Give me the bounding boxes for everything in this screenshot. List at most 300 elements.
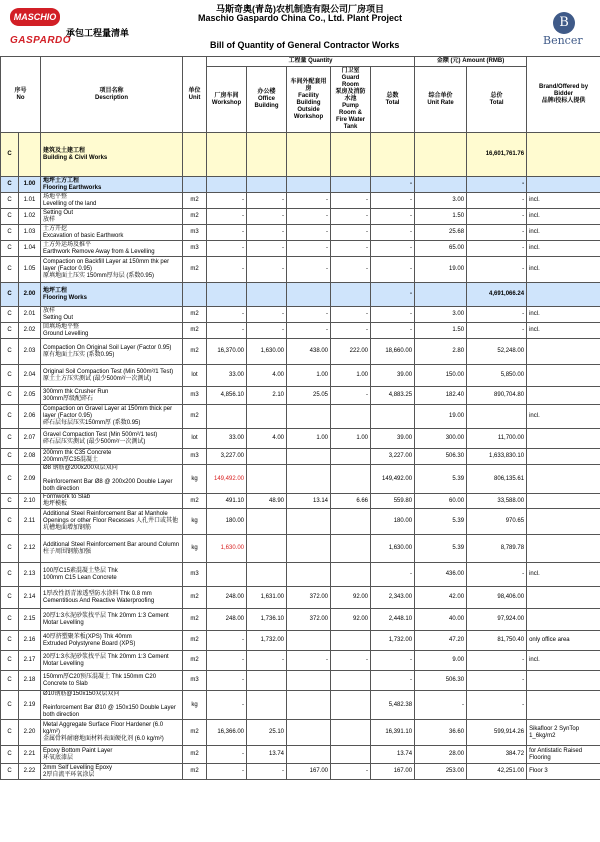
cell-unit-rate: 150.00 (415, 365, 467, 387)
cell-office-qty (247, 535, 287, 563)
cell-section: C (1, 631, 19, 651)
cell-pump-qty: 222.00 (331, 339, 371, 365)
cell-office-qty: - (247, 651, 287, 671)
cell-office-qty (247, 509, 287, 535)
cell-facility-qty (287, 405, 331, 429)
cell-office-qty: - (247, 193, 287, 209)
cell-description: Epoxy Bottom Paint Layer 环氧底漆层 (41, 746, 183, 764)
cell-office-qty: 48.90 (247, 494, 287, 509)
cell-facility-qty (287, 509, 331, 535)
cell-pump-qty (331, 133, 371, 177)
cell-office-qty (247, 449, 287, 465)
cell-workshop-qty: - (207, 307, 247, 323)
cell-facility-qty (287, 563, 331, 587)
cell-unit-rate: 40.00 (415, 609, 467, 631)
table-header (1, 57, 600, 133)
cell-pump-qty (331, 631, 371, 651)
cell-facility-qty: - (287, 323, 331, 339)
cell-brand: incl. (527, 225, 600, 241)
cell-workshop-qty: - (207, 691, 247, 720)
cell-brand: incl. (527, 209, 600, 225)
table-row (1, 535, 600, 563)
cell-total-qty: 39.00 (371, 429, 415, 449)
cell-unit-rate: 182.40 (415, 387, 467, 405)
cell-total-amount: 52,248.00 (467, 339, 527, 365)
cell-workshop-qty: - (207, 764, 247, 780)
table-row (1, 631, 600, 651)
cell-description: 土方开挖 Excavation of basic Earthwork (41, 225, 183, 241)
cell-description: Additional Steel Reinforcement Bar at Manhole Openings or other Floor Recesses 人孔井口或其他坑槽地面增加钢筋 (41, 509, 183, 535)
cell-unit: kg (183, 691, 207, 720)
cell-total-qty: 18,660.00 (371, 339, 415, 365)
cell-section: C (1, 609, 19, 631)
cell-workshop-qty: 248.00 (207, 609, 247, 631)
cell-description: 20厚1:3水泥砂浆找平层 Thk 20mm 1:3 Cement Motar Levelling (41, 651, 183, 671)
cell-description: Ø10钢筋@150x150双层双向 Reinforcement Bar Ø10 @ 150x150 Double Layer both direction (41, 691, 183, 720)
cell-total-amount: 8,789.78 (467, 535, 527, 563)
col-workshop-header: 厂房车间 Workshop (207, 67, 247, 133)
table-row (1, 209, 600, 225)
table-row (1, 563, 600, 587)
col-description-header: 项目名称 Description (41, 57, 183, 133)
cell-item-no: 2.00 (19, 283, 41, 307)
cell-brand (527, 691, 600, 720)
cell-section: C (1, 587, 19, 609)
cell-facility-qty: - (287, 225, 331, 241)
amount-group-header: 金额 (元) Amount (RMB) (415, 57, 527, 67)
cell-brand (527, 339, 600, 365)
document-header (0, 0, 600, 56)
cell-item-no: 2.12 (19, 535, 41, 563)
cell-office-qty (247, 177, 287, 193)
cell-unit: m2 (183, 405, 207, 429)
table-row (1, 339, 600, 365)
cell-item-no: 2.18 (19, 671, 41, 691)
cell-pump-qty: - (331, 651, 371, 671)
cell-unit: m3 (183, 225, 207, 241)
cell-office-qty (247, 405, 287, 429)
cell-facility-qty: 13.14 (287, 494, 331, 509)
table-row (1, 609, 600, 631)
cell-description: 2mm Self Levelling Epoxy 2厚自流平环氧涂层 (41, 764, 183, 780)
cell-pump-qty: - (331, 193, 371, 209)
cell-brand: Sikafloor 2 SynTop 1_6kg/m2 (527, 720, 600, 746)
cell-description: Formwork to Slab 地坪模板 (41, 494, 183, 509)
cell-unit: m2 (183, 587, 207, 609)
cell-brand (527, 387, 600, 405)
cell-description: 20厚1:3水泥砂浆找平层 Thk 20mm 1:3 Cement Motar Levelling (41, 609, 183, 631)
cell-workshop-qty: - (207, 323, 247, 339)
cell-office-qty: - (247, 257, 287, 283)
cell-item-no: 2.13 (19, 563, 41, 587)
cell-pump-qty: - (331, 225, 371, 241)
cell-unit: m3 (183, 387, 207, 405)
col-facility-header: 车间外配套用房 Facility Building Outside Workshop (287, 67, 331, 133)
cell-section: C (1, 563, 19, 587)
cell-workshop-qty: - (207, 631, 247, 651)
cell-total-qty: 180.00 (371, 509, 415, 535)
cell-facility-qty: 1.00 (287, 429, 331, 449)
cell-facility-qty (287, 465, 331, 494)
cell-workshop-qty: 3,227.00 (207, 449, 247, 465)
table-row (1, 365, 600, 387)
cell-facility-qty: - (287, 651, 331, 671)
cell-item-no: 1.00 (19, 177, 41, 193)
cell-total-amount: 806,135.61 (467, 465, 527, 494)
cell-description: Setting Out 放样 (41, 209, 183, 225)
cell-description: Gravel Compaction Test (Min 500m²/1 test) 碎石层压实测试 (最少500m²/一次测试) (41, 429, 183, 449)
cell-pump-qty (331, 405, 371, 429)
cell-brand (527, 609, 600, 631)
cell-total-amount: - (467, 691, 527, 720)
cell-total-amount: 1,633,830.10 (467, 449, 527, 465)
cell-workshop-qty: 33.00 (207, 365, 247, 387)
cell-total-amount: 98,406.00 (467, 587, 527, 609)
cell-pump-qty: 1.00 (331, 365, 371, 387)
cell-facility-qty: - (287, 307, 331, 323)
cell-total-qty: - (371, 323, 415, 339)
cell-facility-qty: 167.00 (287, 764, 331, 780)
cell-total-qty: 2,448.10 (371, 609, 415, 631)
cell-total-qty: 149,492.00 (371, 465, 415, 494)
cell-pump-qty: - (331, 323, 371, 339)
cell-unit: m2 (183, 193, 207, 209)
cell-unit-rate: 28.00 (415, 746, 467, 764)
cell-section: C (1, 339, 19, 365)
cell-total-amount: - (467, 651, 527, 671)
cell-section: C (1, 465, 19, 494)
section-row (1, 133, 600, 177)
cell-unit: m2 (183, 764, 207, 780)
cell-section: C (1, 671, 19, 691)
cell-total-amount: - (467, 307, 527, 323)
document-type-cn: 承包工程量清单 (66, 28, 130, 38)
cell-section: C (1, 429, 19, 449)
cell-item-no: 2.15 (19, 609, 41, 631)
cell-unit-rate (415, 133, 467, 177)
cell-total-qty: 167.00 (371, 764, 415, 780)
cell-total-qty (371, 405, 415, 429)
cell-facility-qty (287, 133, 331, 177)
cell-item-no: 2.05 (19, 387, 41, 405)
cell-unit: m2 (183, 323, 207, 339)
table-row (1, 225, 600, 241)
cell-unit-rate: 1.50 (415, 323, 467, 339)
cell-facility-qty: - (287, 241, 331, 257)
cell-description: 40厚挤塑聚苯板(XPS) Thk 40mm Extruded Polystyrene Board (XPS) (41, 631, 183, 651)
cell-item-no: 1.03 (19, 225, 41, 241)
cell-unit-rate: 506.30 (415, 449, 467, 465)
cell-unit: kg (183, 509, 207, 535)
cell-pump-qty (331, 671, 371, 691)
cell-brand (527, 283, 600, 307)
cell-office-qty (247, 465, 287, 494)
cell-total-amount: - (467, 177, 527, 193)
table-row (1, 449, 600, 465)
cell-workshop-qty: 33.00 (207, 429, 247, 449)
cell-pump-qty (331, 535, 371, 563)
cell-section: C (1, 307, 19, 323)
cell-description: 地坪工程 Flooring Works (41, 283, 183, 307)
cell-description: Compaction on Gravel Layer at 150mm thick per layer (Factor 0.95) 碎石层每层压实150mm厚 (系数0.95) (41, 405, 183, 429)
cell-workshop-qty: 491.10 (207, 494, 247, 509)
cell-section: C (1, 405, 19, 429)
cell-unit-rate: - (415, 691, 467, 720)
cell-facility-qty: - (287, 209, 331, 225)
cell-description: Ø8 钢筋@200x200双层双向 Reinforcement Bar Ø8 @ 200x200 Double Layer both direction (41, 465, 183, 494)
cell-workshop-qty: 180.00 (207, 509, 247, 535)
cell-workshop-qty: 4,856.10 (207, 387, 247, 405)
cell-total-amount: 970.65 (467, 509, 527, 535)
cell-description: Compaction On Original Soil Layer (Factor 0.95) 原有地面土压实 (系数0.95) (41, 339, 183, 365)
cell-section: C (1, 225, 19, 241)
cell-workshop-qty: 248.00 (207, 587, 247, 609)
cell-item-no: 2.02 (19, 323, 41, 339)
cell-pump-qty: - (331, 209, 371, 225)
cell-workshop-qty: 1,630.00 (207, 535, 247, 563)
cell-facility-qty: 438.00 (287, 339, 331, 365)
cell-brand: Floor 3 (527, 764, 600, 780)
cell-description: Additional Steel Reinforcement Bar around Column 柱子周围钢筋加强 (41, 535, 183, 563)
col-pump-header: 门卫室 Guard Room 泵房及消防水池 Pump Room & Fire Water Tank (331, 67, 371, 133)
cell-total-amount: 42,251.00 (467, 764, 527, 780)
cell-office-qty: 1,630.00 (247, 339, 287, 365)
cell-office-qty: 1,736.10 (247, 609, 287, 631)
cell-unit-rate: 19.00 (415, 257, 467, 283)
cell-unit-rate: 5.39 (415, 535, 467, 563)
quantity-group-header: 工程量 Quantity (207, 57, 415, 67)
cell-total-amount (467, 405, 527, 429)
cell-unit-rate: 9.00 (415, 651, 467, 671)
cell-section: C (1, 651, 19, 671)
table-row (1, 691, 600, 720)
cell-pump-qty: 92.00 (331, 609, 371, 631)
cell-description: Metal Aggregate Surface Floor Hardener (6.0 kg/m²) 金属骨料耐磨地面材料表面硬化剂 (6.0 kg/m²) (41, 720, 183, 746)
cell-pump-qty (331, 746, 371, 764)
cell-office-qty: - (247, 225, 287, 241)
cell-pump-qty (331, 563, 371, 587)
cell-total-qty: 39.00 (371, 365, 415, 387)
cell-total-qty: - (371, 209, 415, 225)
cell-unit: m2 (183, 339, 207, 365)
cell-office-qty (247, 563, 287, 587)
cell-description: 100厚C15素混凝土垫层 Thk 100mm C15 Lean Concrete (41, 563, 183, 587)
cell-description: Compaction on Backfill Layer at 150mm thk per layer (Factor 0.95) 原填地面土压实 150mm厚每层 (系数0.95) (41, 257, 183, 283)
cell-brand (527, 671, 600, 691)
cell-brand (527, 365, 600, 387)
cell-unit-rate: 60.00 (415, 494, 467, 509)
cell-brand: incl. (527, 241, 600, 257)
cell-item-no: 2.20 (19, 720, 41, 746)
cell-section: C (1, 494, 19, 509)
cell-total-qty: 559.80 (371, 494, 415, 509)
col-office-header: 办公楼 Office Building (247, 67, 287, 133)
cell-section: C (1, 283, 19, 307)
cell-section: C (1, 691, 19, 720)
col-total-amount-header: 总价 Total (467, 67, 527, 133)
cell-total-amount: 599,914.26 (467, 720, 527, 746)
table-row (1, 429, 600, 449)
cell-brand: incl. (527, 651, 600, 671)
section-row (1, 177, 600, 193)
col-total-qty-header: 总数 Total (371, 67, 415, 133)
cell-description: 放样 Setting Out (41, 307, 183, 323)
cell-unit: m2 (183, 209, 207, 225)
cell-pump-qty: - (331, 387, 371, 405)
cell-brand (527, 494, 600, 509)
bencer-logo-text: Bencer (543, 34, 583, 47)
cell-facility-qty: 25.05 (287, 387, 331, 405)
cell-item-no: 2.03 (19, 339, 41, 365)
cell-unit-rate: 1.50 (415, 209, 467, 225)
table-row (1, 720, 600, 746)
cell-pump-qty: - (331, 241, 371, 257)
cell-workshop-qty (207, 405, 247, 429)
cell-unit-rate: 5.39 (415, 509, 467, 535)
col-brand-header: Brand/Offered by Bidder 品牌/投标人提供 (527, 57, 600, 133)
cell-brand (527, 177, 600, 193)
cell-office-qty: - (247, 764, 287, 780)
cell-item-no: 1.05 (19, 257, 41, 283)
cell-total-qty (371, 133, 415, 177)
cell-workshop-qty: - (207, 671, 247, 691)
cell-office-qty: - (247, 307, 287, 323)
cell-unit-rate: 65.00 (415, 241, 467, 257)
cell-office-qty: 2.10 (247, 387, 287, 405)
cell-description: Original Soil Compaction Test (Min 500m²/1 Test) 原土土方压实测试 (最少500m²/一次测试) (41, 365, 183, 387)
col-unit-rate-header: 综合单价 Unit Rate (415, 67, 467, 133)
cell-workshop-qty: - (207, 651, 247, 671)
cell-unit-rate: 2.80 (415, 339, 467, 365)
cell-total-amount: - (467, 323, 527, 339)
table-row (1, 257, 600, 283)
cell-pump-qty (331, 509, 371, 535)
cell-unit-rate: 436.00 (415, 563, 467, 587)
cell-office-qty: 1,732.00 (247, 631, 287, 651)
table-row (1, 764, 600, 780)
cell-item-no: 2.01 (19, 307, 41, 323)
table-row (1, 651, 600, 671)
cell-section: C (1, 193, 19, 209)
cell-facility-qty (287, 631, 331, 651)
cell-section: C (1, 509, 19, 535)
cell-total-qty: 2,343.00 (371, 587, 415, 609)
cell-office-qty: - (247, 241, 287, 257)
cell-item-no: 2.09 (19, 465, 41, 494)
cell-total-qty: 5,482.38 (371, 691, 415, 720)
cell-facility-qty (287, 283, 331, 307)
cell-brand (527, 429, 600, 449)
cell-office-qty: 25.10 (247, 720, 287, 746)
cell-unit: kg (183, 535, 207, 563)
cell-office-qty: 4.00 (247, 429, 287, 449)
cell-unit-rate (415, 283, 467, 307)
cell-total-amount: - (467, 225, 527, 241)
cell-pump-qty: 1.00 (331, 429, 371, 449)
cell-pump-qty (331, 283, 371, 307)
cell-total-qty: - (371, 257, 415, 283)
cell-unit (183, 133, 207, 177)
table-row (1, 509, 600, 535)
cell-workshop-qty: 16,370.00 (207, 339, 247, 365)
cell-total-qty: - (371, 193, 415, 209)
cell-item-no: 1.04 (19, 241, 41, 257)
cell-pump-qty: - (331, 257, 371, 283)
cell-description: 回填场地平整 Ground Levelling (41, 323, 183, 339)
cell-brand: for Antistatic Raised Flooring (527, 746, 600, 764)
cell-facility-qty: 372.00 (287, 587, 331, 609)
cell-unit (183, 283, 207, 307)
cell-item-no: 2.11 (19, 509, 41, 535)
cell-unit: m2 (183, 651, 207, 671)
cell-brand (527, 535, 600, 563)
cell-total-qty: 16,391.10 (371, 720, 415, 746)
cell-total-qty: - (371, 177, 415, 193)
cell-total-amount: 16,601,761.76 (467, 133, 527, 177)
cell-brand (527, 449, 600, 465)
cell-brand (527, 587, 600, 609)
cell-pump-qty (331, 465, 371, 494)
table-row (1, 241, 600, 257)
cell-office-qty: - (247, 209, 287, 225)
cell-workshop-qty: - (207, 193, 247, 209)
cell-total-qty: - (371, 307, 415, 323)
cell-pump-qty (331, 449, 371, 465)
cell-unit-rate: 3.00 (415, 193, 467, 209)
project-title-en: Maschio Gaspardo China Co., Ltd. Plant Project (197, 13, 403, 23)
cell-unit-rate: 19.00 (415, 405, 467, 429)
cell-office-qty (247, 283, 287, 307)
logo-brand-text: MASCHIO (13, 12, 57, 22)
cell-unit: lot (183, 365, 207, 387)
cell-workshop-qty (207, 133, 247, 177)
cell-office-qty: - (247, 323, 287, 339)
cell-unit: m3 (183, 449, 207, 465)
cell-section: C (1, 535, 19, 563)
cell-section: C (1, 764, 19, 780)
cell-unit: m2 (183, 631, 207, 651)
cell-workshop-qty (207, 563, 247, 587)
cell-total-amount: - (467, 671, 527, 691)
cell-office-qty (247, 671, 287, 691)
cell-facility-qty (287, 671, 331, 691)
cell-brand: incl. (527, 257, 600, 283)
cell-unit-rate: 36.60 (415, 720, 467, 746)
cell-facility-qty: 1.00 (287, 365, 331, 387)
cell-workshop-qty (207, 177, 247, 193)
cell-facility-qty (287, 746, 331, 764)
cell-office-qty: 4.00 (247, 365, 287, 387)
cell-unit-rate: 506.30 (415, 671, 467, 691)
cell-item-no: 1.02 (19, 209, 41, 225)
cell-item-no: 2.04 (19, 365, 41, 387)
cell-total-amount: 11,700.00 (467, 429, 527, 449)
cell-total-qty: 1,630.00 (371, 535, 415, 563)
cell-unit: m2 (183, 609, 207, 631)
cell-total-amount: 81,750.40 (467, 631, 527, 651)
cell-total-qty: - (371, 563, 415, 587)
table-row (1, 494, 600, 509)
cell-section: C (1, 209, 19, 225)
cell-total-qty: - (371, 241, 415, 257)
project-title-cn: 马斯奇奥(青岛)农机制造有限公司厂房项目 (216, 4, 384, 14)
table-row (1, 405, 600, 429)
cell-office-qty (247, 133, 287, 177)
cell-total-qty: - (371, 225, 415, 241)
cell-total-amount: 33,588.00 (467, 494, 527, 509)
cell-workshop-qty: - (207, 257, 247, 283)
cell-total-qty: 3,227.00 (371, 449, 415, 465)
